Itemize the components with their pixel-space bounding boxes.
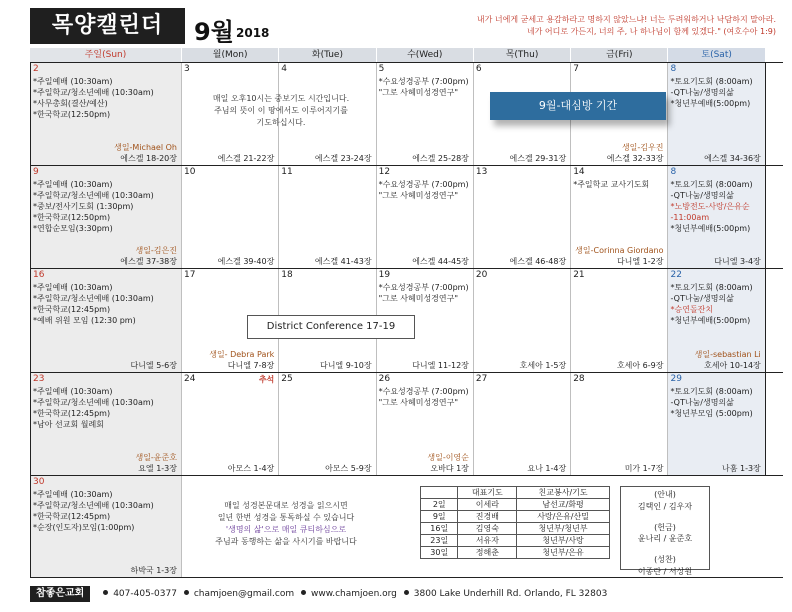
event-list (670, 179, 762, 234)
roster-cell: 서유자 (458, 535, 517, 547)
event-item: *청년부예배(5:00pm) (670, 316, 751, 326)
roster-cell: 16일 (421, 523, 458, 535)
weekday-wed: 수(Wed) (377, 48, 474, 62)
event-item: *한국학교(12:45pm) (33, 511, 111, 521)
week-row (30, 372, 783, 475)
service-roster-table (420, 486, 610, 559)
prayer-note (176, 93, 386, 129)
day-cell-sun[interactable] (30, 269, 182, 371)
day-cell-sat[interactable] (668, 63, 765, 165)
event-list (33, 386, 179, 430)
day-cell-thu[interactable] (474, 166, 571, 268)
event-list (33, 489, 179, 533)
holiday-label: 추석 (258, 374, 275, 384)
weekday-thu: 목(Thu) (474, 48, 571, 62)
event-list (670, 76, 762, 109)
bible-reading: 다니엘 1-2장 (616, 257, 664, 267)
day-cell-fri[interactable] (571, 166, 668, 268)
phone: 407-405-0377 (113, 589, 177, 599)
ushers-box (620, 486, 710, 576)
week-row (30, 62, 783, 165)
event-item: -QT나눔/생명의삶 (670, 294, 734, 304)
roster-header: 친교봉사/기도 (517, 487, 610, 499)
bible-reading: 에스겔 21-22장 (217, 154, 275, 164)
usher-line: 윤나리 / 윤준호 (637, 534, 693, 543)
roster-header (421, 487, 458, 499)
bible-reading: 다니엘 7-8장 (227, 360, 275, 370)
birthday-label: 생일-이영순 (427, 452, 469, 462)
bible-reading: 호세아 6-9장 (616, 360, 664, 370)
prayer-note-line: 주님의 뜻이 이 땅에서도 이루어지기를 (214, 106, 348, 115)
event-item: *한국학교(12:50pm) (33, 213, 111, 223)
website-link[interactable]: www.chamjoen.org (310, 589, 397, 599)
event-item: *토요기도회 (8:00am) (670, 180, 753, 190)
day-number: 19 (378, 270, 391, 281)
event-item: *청년부모임 (5:00pm) (670, 408, 753, 418)
day-number: 2 (33, 64, 39, 74)
bullet-icon (404, 590, 409, 595)
event-list (379, 282, 471, 304)
bible-reading: 아모스 5-9장 (325, 463, 372, 473)
roster-cell: 정해춘 (458, 547, 517, 559)
birthday-label: 생일-Michael Oh (114, 143, 177, 153)
event-list (573, 179, 665, 190)
event-item: *순장(인도자)모임(1:00pm) (33, 522, 135, 532)
bible-reading: 요엘 1-3장 (138, 463, 177, 473)
bible-reading: 에스겔 44-45장 (412, 257, 469, 267)
event-item: *주일예배 (10:30am) (33, 489, 113, 499)
event-item: *사무총회(결산/예산) (33, 99, 108, 108)
day-number: 27 (475, 373, 488, 384)
roster-cell: 청년부/은유 (517, 547, 610, 559)
roster-cell: 김영숙 (458, 523, 517, 535)
bullet-icon (103, 590, 108, 595)
day-cell-mon[interactable] (182, 166, 279, 268)
event-item: *주일학교/청소년예배 (10:30am) (33, 191, 154, 201)
event-item: *주일예배 (10:30am) (33, 77, 113, 86)
day-number: 26 (378, 373, 391, 384)
day-number: 30 (33, 476, 45, 487)
bible-reading: 호세아 1-5장 (519, 360, 567, 370)
event-item: "그로 사헤미성경연구" (378, 294, 459, 304)
event-item: *주일예배 (10:30am) (33, 283, 113, 293)
day-number: 9 (33, 167, 39, 178)
event-item: *주일학교/청소년예배 (10:30am) (33, 88, 154, 97)
birthday-label: 생일-윤준호 (135, 452, 177, 462)
bible-reading: 하박국 1-3장 (130, 565, 177, 575)
event-list (33, 76, 179, 120)
event-item: "그로 사헤미성경연구" (378, 88, 459, 97)
event-item: *청년부예배(5:00pm) (670, 99, 751, 108)
bible-reading: 다니엘 9-10장 (319, 360, 372, 370)
roster-cell: 청년부/사랑 (517, 535, 610, 547)
day-number: 29 (670, 373, 682, 384)
bible-reading: 에스겔 18-20장 (120, 154, 177, 164)
event-item: -QT나눔/생명의삶 (670, 191, 734, 201)
event-item: *중보/전사기도회 (1:30pm) (33, 202, 134, 212)
event-item: *예배 위원 모임 (12:30 pm) (33, 316, 136, 326)
roster-cell: 사랑/은유/산밀 (517, 511, 610, 523)
conference-box: District Conference 17-19 (247, 315, 415, 339)
month-label: 9월 (194, 18, 234, 46)
roster-row (421, 499, 610, 511)
calendar-title: 목양캘린더 (30, 8, 185, 44)
visitation-banner: 9월-대심방 기간 (490, 92, 666, 120)
week-row (30, 165, 783, 268)
bible-reading: 다니엘 3-4장 (714, 257, 761, 267)
bible-reading: 에스겔 23-24장 (314, 154, 372, 164)
reading-note-line: 매일 성경본문대로 성경을 읽으시면 (224, 501, 348, 510)
birthday-label: 생일-Corinna Giordano (575, 246, 664, 256)
day-cell-thu[interactable] (474, 269, 571, 371)
bible-reading: 에스겔 25-28장 (412, 154, 469, 164)
day-cell-sat[interactable] (668, 373, 765, 475)
day-cell-fri[interactable] (571, 373, 668, 475)
event-item: *한국학교(12:45pm) (33, 408, 111, 418)
bible-reading: 아모스 1-4장 (227, 463, 275, 473)
footer-bar (30, 586, 783, 602)
reading-note-line: '생명의 삶'으로 매일 큐티하심으로 (225, 525, 347, 534)
prayer-note-line: 기도하십시다. (256, 118, 306, 127)
day-number: 5 (378, 64, 385, 74)
event-list (33, 282, 179, 326)
bible-reading: 에스겔 46-48장 (509, 257, 567, 267)
day-number: 10 (184, 167, 196, 178)
bible-reading: 에스겔 32-33장 (606, 154, 664, 164)
event-item: *수요성경공부 (7:00pm) (378, 180, 469, 190)
bible-reading: 에스겔 41-43장 (314, 257, 372, 267)
day-cell-fri[interactable] (571, 269, 668, 371)
event-list (33, 179, 179, 234)
day-number: 28 (573, 373, 585, 384)
day-cell-sun[interactable] (30, 63, 182, 165)
roster-cell: 2일 (421, 499, 458, 511)
roster-cell: 23일 (421, 535, 458, 547)
event-item-highlight: *승연돌잔치 (670, 305, 714, 315)
event-item: *주일학교 교사기도회 (573, 180, 650, 190)
day-number: 6 (475, 64, 482, 74)
event-item: "그로 사헤미성경연구" (378, 397, 459, 407)
bible-reading: 미가 1-7장 (624, 463, 664, 473)
event-item: *남아 선교회 월례회 (33, 419, 104, 429)
event-item-highlight: *노방전도-사랑/은유순 (670, 202, 750, 212)
email-link[interactable]: chamjoen@gmail.com (193, 589, 295, 599)
bible-reading: 에스겔 37-38장 (120, 257, 177, 267)
day-cell-wed[interactable] (377, 166, 474, 268)
day-number: 17 (184, 270, 196, 281)
roster-cell: 9일 (421, 511, 458, 523)
event-item: *주일예배 (10:30am) (33, 180, 113, 190)
day-number: 7 (573, 64, 579, 74)
usher-line: 김택인 / 김우자 (637, 501, 693, 511)
usher-line: (안내) (654, 490, 676, 499)
reading-note-line: 일년 한번 성경을 통독하실 수 있습니다 (217, 513, 355, 522)
verse-line-1: 내가 너에게 굳세고 용감하라고 명하지 않았느냐! 너는 두려워하거나 낙담하지 말아라. (476, 15, 776, 24)
event-list (670, 386, 762, 419)
bullet-icon (301, 590, 306, 595)
bible-reading: 다니엘 5-6장 (130, 360, 177, 370)
event-item: -QT나눔/생명의삶 (670, 397, 734, 407)
address: 3800 Lake Underhill Rd. Orlando, FL 32803 (413, 589, 608, 599)
usher-line (621, 545, 709, 555)
event-item: -QT나눔/생명의삶 (670, 88, 734, 97)
day-number: 8 (670, 167, 677, 178)
birthday-label: 생일- Debra Park (209, 349, 275, 359)
roster-cell: 이세라 (458, 499, 517, 511)
bible-reading: 에스겔 34-36장 (704, 154, 761, 164)
event-item: *수요성경공부 (7:00pm) (378, 77, 469, 86)
usher-line: (성찬) (654, 555, 676, 564)
usher-line: 이종란 / 서상원 (637, 566, 693, 576)
church-name: 참좋은교회 (30, 586, 90, 602)
weekday-fri: 금(Fri) (571, 48, 668, 62)
day-number: 24 (184, 373, 196, 384)
event-item-highlight: -11:00am (670, 213, 710, 223)
birthday-label: 생일-김우진 (621, 143, 664, 153)
event-item: *토요기도회 (8:00am) (670, 283, 753, 293)
roster-cell: 30일 (421, 547, 458, 559)
roster-row (421, 535, 610, 547)
event-item: *한국학교(12:45pm) (33, 305, 111, 315)
day-cell-thu[interactable] (474, 373, 571, 475)
bible-reading: 다니엘 11-12장 (412, 360, 469, 370)
event-item: *토요기도회 (8:00am) (670, 77, 753, 86)
usher-line: (헌금) (654, 522, 676, 532)
event-item: *주일학교/청소년예배 (10:30am) (33, 500, 154, 510)
bible-reading: 나훔 1-3장 (721, 463, 761, 473)
day-number: 18 (281, 270, 293, 281)
event-item: *수요성경공부 (7:00pm) (378, 386, 469, 396)
event-item: *주일학교/청소년예배 (10:30am) (33, 397, 154, 407)
day-number: 12 (378, 167, 391, 178)
usher-line (621, 512, 709, 522)
event-item: *주일예배 (10:30am) (33, 386, 113, 396)
bible-reading: 에스겔 29-31장 (509, 154, 567, 164)
roster-row (421, 523, 610, 535)
reading-note (186, 500, 386, 548)
day-cell-mon[interactable] (182, 373, 279, 475)
day-number: 4 (281, 64, 288, 74)
weekday-sun: 주일(Sun) (30, 48, 182, 62)
birthday-label: 생일-김은진 (135, 246, 177, 256)
day-cell-tue[interactable] (279, 166, 376, 268)
weekday-mon: 월(Mon) (182, 48, 279, 62)
day-cell-sat[interactable] (668, 166, 765, 268)
bible-verse (416, 14, 776, 38)
weekday-header (30, 48, 783, 62)
roster-row (421, 547, 610, 559)
event-item: *연합순모임(3:30pm) (33, 224, 113, 234)
bible-reading: 호세아 10-14장 (704, 360, 761, 370)
event-item: *청년부예배(5:00pm) (670, 224, 751, 234)
event-list (379, 386, 471, 408)
event-item: *수요성경공부 (7:00pm) (378, 283, 469, 293)
bible-reading: 에스겔 39-40장 (217, 257, 275, 267)
day-number: 21 (573, 270, 585, 281)
day-number: 23 (33, 373, 45, 384)
day-cell-wed[interactable] (377, 63, 474, 165)
day-number: 11 (281, 167, 293, 178)
prayer-note-line: 매일 오후10시는 중보기도 시간입니다. (212, 94, 350, 103)
birthday-label: 생일-sebastian Li (694, 349, 761, 359)
event-list (379, 76, 471, 98)
weekday-tue: 화(Tue) (279, 48, 376, 62)
event-list (379, 179, 471, 201)
roster-cell: 진경배 (458, 511, 517, 523)
day-number: 13 (475, 167, 488, 178)
day-number: 8 (670, 64, 677, 74)
day-cell-sun[interactable] (30, 373, 182, 475)
year-label: 2018 (236, 26, 270, 40)
day-cell-wed[interactable] (377, 373, 474, 475)
day-number: 3 (184, 64, 190, 74)
event-item: "그로 사헤미성경연구" (378, 191, 459, 201)
roster-header-row (421, 487, 610, 499)
day-cell-sat[interactable] (668, 269, 765, 371)
day-number: 25 (281, 373, 293, 384)
weekday-sat: 토(Sat) (668, 48, 765, 62)
day-number: 16 (33, 270, 45, 281)
bible-reading: 오바댜 1장 (430, 463, 469, 473)
reading-note-line: 주님과 동행하는 삶을 사시기를 바랍니다 (215, 537, 357, 546)
roster-cell: 청년부/청년부 (517, 523, 610, 535)
day-cell-tue[interactable] (279, 373, 376, 475)
event-item: *한국학교(12:50pm) (33, 110, 111, 119)
day-number: 22 (670, 270, 682, 281)
day-number: 14 (573, 167, 585, 178)
day-cell-sun[interactable] (30, 476, 182, 577)
roster-row (421, 511, 610, 523)
bullet-icon (184, 590, 189, 595)
verse-line-2: 네가 어디로 가든지, 너의 주, 나 하나님이 함께 있겠다." (여호수아 1:9) (526, 27, 776, 36)
bible-reading: 요나 1-4장 (527, 463, 567, 473)
roster-header: 대표기도 (458, 487, 517, 499)
event-item: *토요기도회 (8:00am) (670, 386, 753, 396)
event-item: *주일학교/청소년예배 (10:30am) (33, 294, 154, 304)
day-cell-sun[interactable] (30, 166, 182, 268)
event-list (670, 282, 762, 326)
roster-cell: 남선교/화평 (517, 499, 610, 511)
day-number: 20 (475, 270, 488, 281)
